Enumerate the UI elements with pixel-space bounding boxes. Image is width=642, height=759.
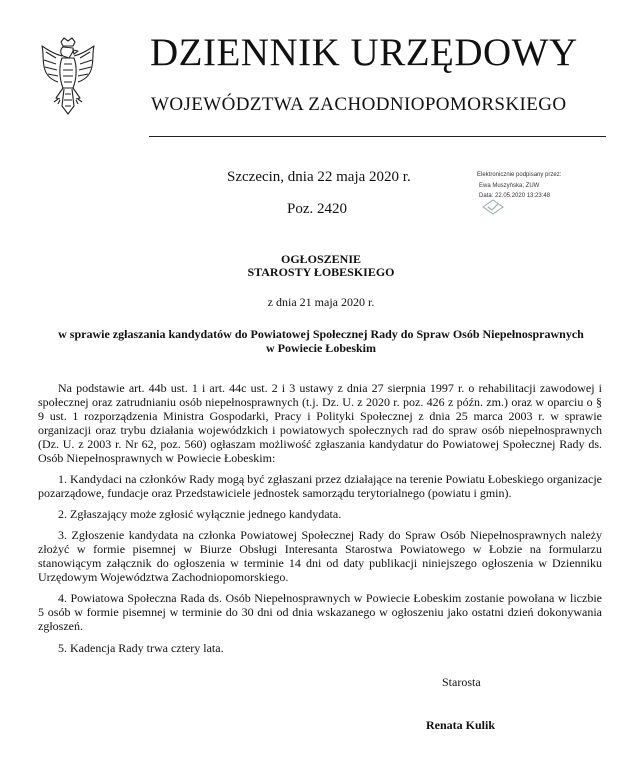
announcement-issuer: STAROSTY ŁOBESKIEGO (247, 265, 395, 279)
signature-check-icon (482, 199, 504, 215)
journal-title: DZIENNIK URZĘDOWY (150, 31, 578, 74)
esignature-signer: Ewa Muszyńska; ZUW (479, 183, 540, 189)
list-item: 4. Powiatowa Społeczna Rada ds. Osób Niepełnosprawnych w Powiecie Łobeskim zostanie powołana w liczbie 5 osób w formie pisemnej w terminie do 30 dni od dnia wskazanego w ogłoszeniu jako ostatni dzień dokonywania zgłoszeń. (38, 591, 602, 634)
announcement-body (38, 381, 602, 655)
announcement-subject: w sprawie zgłaszania kandydatów do Powiatowej Społecznej Rady do Spraw Osób Niepełnosprawnych (58, 327, 584, 341)
list-item: 3. Zgłoszenie kandydata na członka Powiatowej Społecznej Rady do Spraw Osób Niepełnosprawnych należy złożyć w formie pisemnej w Biurze Obsługi Interesanta Starostwa Powiatowego w Łobzie na formularzu stanowiącym załącznik do ogłoszenia w terminie 14 dni od daty publikacji niniejszego ogłoszenia w Dzienniku Urzędowym Województwa Zachodniopomorskiego. (38, 527, 602, 585)
journal-subtitle: WOJEWÓDZTWA ZACHODNIOPOMORSKIEGO (151, 94, 567, 115)
list-item: 5. Kadencja Rady trwa cztery lata. (58, 640, 224, 655)
electronic-signature-block (477, 171, 617, 215)
list-item: 2. Zgłaszający może zgłosić wyłącznie jednego kandydata. (58, 506, 342, 521)
announcement-subject-cont: w Powiecie Łobeskim (266, 341, 376, 355)
list-item: 1. Kandydaci na członków Rady mogą być zgłaszani przez działające na terenie Powiatu Łobeskiego organizacje pozarządowe, fundacje oraz Przedstawiciele jednostek samorządu terytorialnego (powiatu i gmin). (38, 471, 602, 500)
issue-position: Poz. 2420 (287, 201, 347, 217)
issue-place-date: Szczecin, dnia 22 maja 2020 r. (227, 169, 411, 185)
intro-paragraph: Na podstawie art. 44b ust. 1 i art. 44c ust. 2 i 3 ustawy z dnia 27 sierpnia 1997 r. o rehabilitacji zawodowej i społecznej oraz zatrudnianiu osób niepełnosprawnych (t.j. Dz. U. z 2020 r. poz. 426 z późn. zm.) oraz w oparciu o § 9 ust. 1 rozporządzenia Ministra Gospodarki, Pracy i Polityki Społecznej z dnia 25 marca 2003 r. w sprawie organizacji oraz trybu działania wojewódzkich i powiatowych społecznych rad do spraw osób niepełnosprawnych (Dz. U. z 2003 r. Nr 62, poz. 560) ogłaszam możliwość zgłaszania kandydatur do Powiatowej Społecznej Rady ds. Osób Niepełnosprawnych w Powiecie Łobeskim: (38, 381, 602, 466)
esignature-label: Elektronicznie podpisany przez: (477, 172, 562, 178)
announcement-heading: OGŁOSZENIE (280, 252, 362, 266)
announcement-date: z dnia 21 maja 2020 r. (267, 295, 375, 309)
polish-eagle-emblem-icon (36, 36, 100, 122)
signatory-role: Starosta (442, 675, 481, 689)
masthead-divider (149, 136, 606, 137)
signatory-name: Renata Kulik (426, 718, 496, 732)
esignature-date: Data: 22.05.2020 13:23:48 (479, 193, 551, 199)
